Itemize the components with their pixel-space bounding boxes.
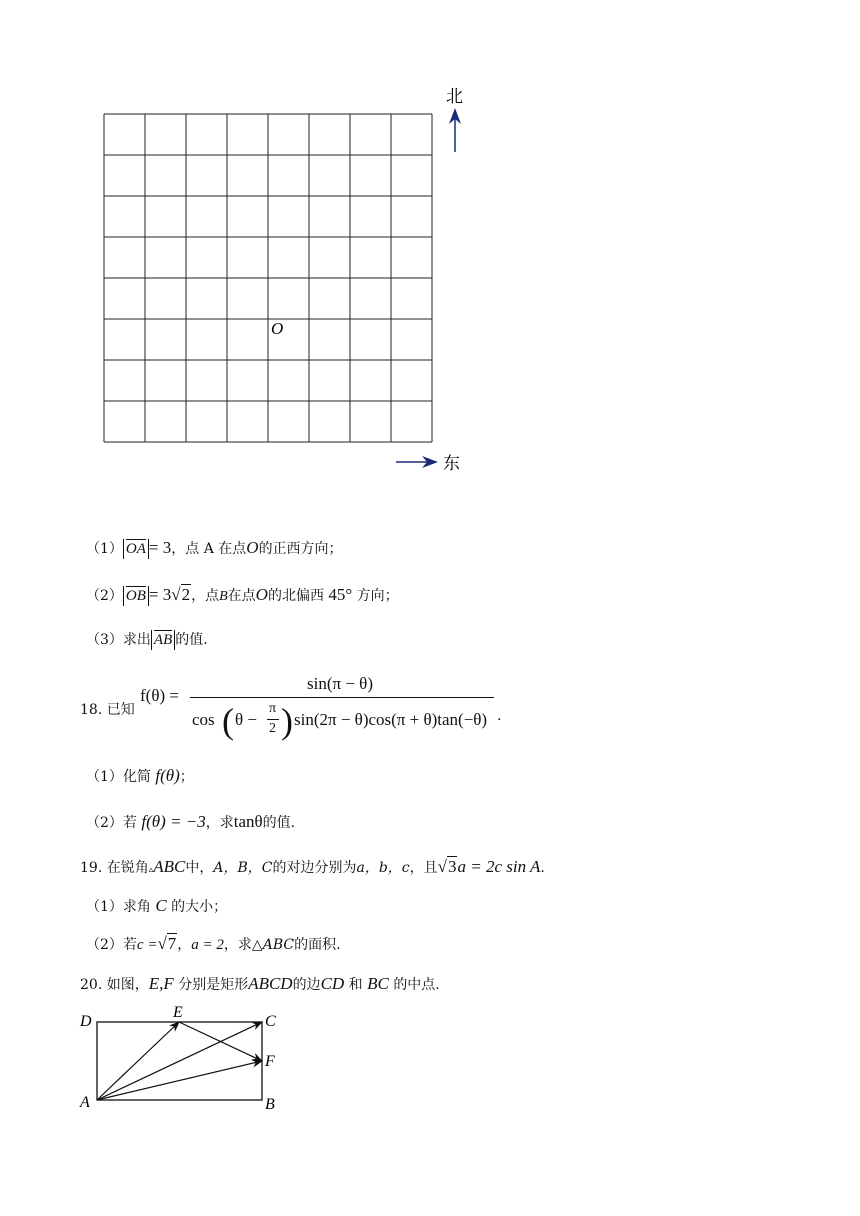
- label-e: E: [173, 1004, 183, 1021]
- q19-part1: （1）求角 C 的大小；: [86, 896, 228, 915]
- q20-line1: 20. 如图，E,F 分别是矩形ABCD的边CD 和 BC 的中点.: [80, 974, 440, 993]
- q18-end: .: [497, 708, 502, 724]
- q19-part2: （2）若c =√7，a = 2，求△ABC的面积.: [86, 934, 341, 953]
- label-c: C: [265, 1013, 276, 1030]
- q18-prefix: 18. 已知: [80, 702, 135, 718]
- vector-ae: [97, 1022, 179, 1100]
- q18-denominator: cos ( θ − π 2 ) sin(2π − θ)cos(π + θ)tan(−θ): [192, 701, 488, 741]
- vector-ac: [97, 1022, 262, 1100]
- origin-label: O: [271, 319, 284, 338]
- east-label: 东: [443, 454, 460, 473]
- north-arrow-icon: [449, 108, 461, 152]
- q18-part2: （2）若 f(θ) = −3，求tanθ的值.: [86, 812, 296, 831]
- grid-figure: [0, 0, 860, 500]
- q18-numerator: sin(π − θ): [307, 674, 373, 693]
- label-b: B: [265, 1096, 275, 1113]
- q19-line1: 19. 在锐角▵ABC中，A，B，C的对边分别为a，b，c，且√3a = 2c sin A.: [80, 857, 545, 876]
- east-arrow-icon: [396, 456, 438, 468]
- label-f: F: [265, 1053, 275, 1070]
- north-label: 北: [446, 87, 463, 106]
- label-d: D: [80, 1013, 92, 1030]
- q17-part1: （1） OA = 3，点 A 在点O的正西方向；: [86, 538, 343, 557]
- q18-part1: （1）化简 f(θ)；: [86, 766, 194, 785]
- q18-lhs: f(θ) =: [140, 686, 179, 705]
- q17-part2: （2） OB = 3√2，点B在点O的北偏西 45° 方向；: [86, 585, 399, 604]
- q17-part3: （3）求出 AB 的值.: [86, 632, 208, 648]
- grid-lines: [104, 114, 432, 442]
- rectangle-figure: [0, 995, 320, 1120]
- vector-af: [97, 1061, 262, 1100]
- q18-fraction-bar: [190, 697, 494, 698]
- label-a: A: [80, 1094, 90, 1111]
